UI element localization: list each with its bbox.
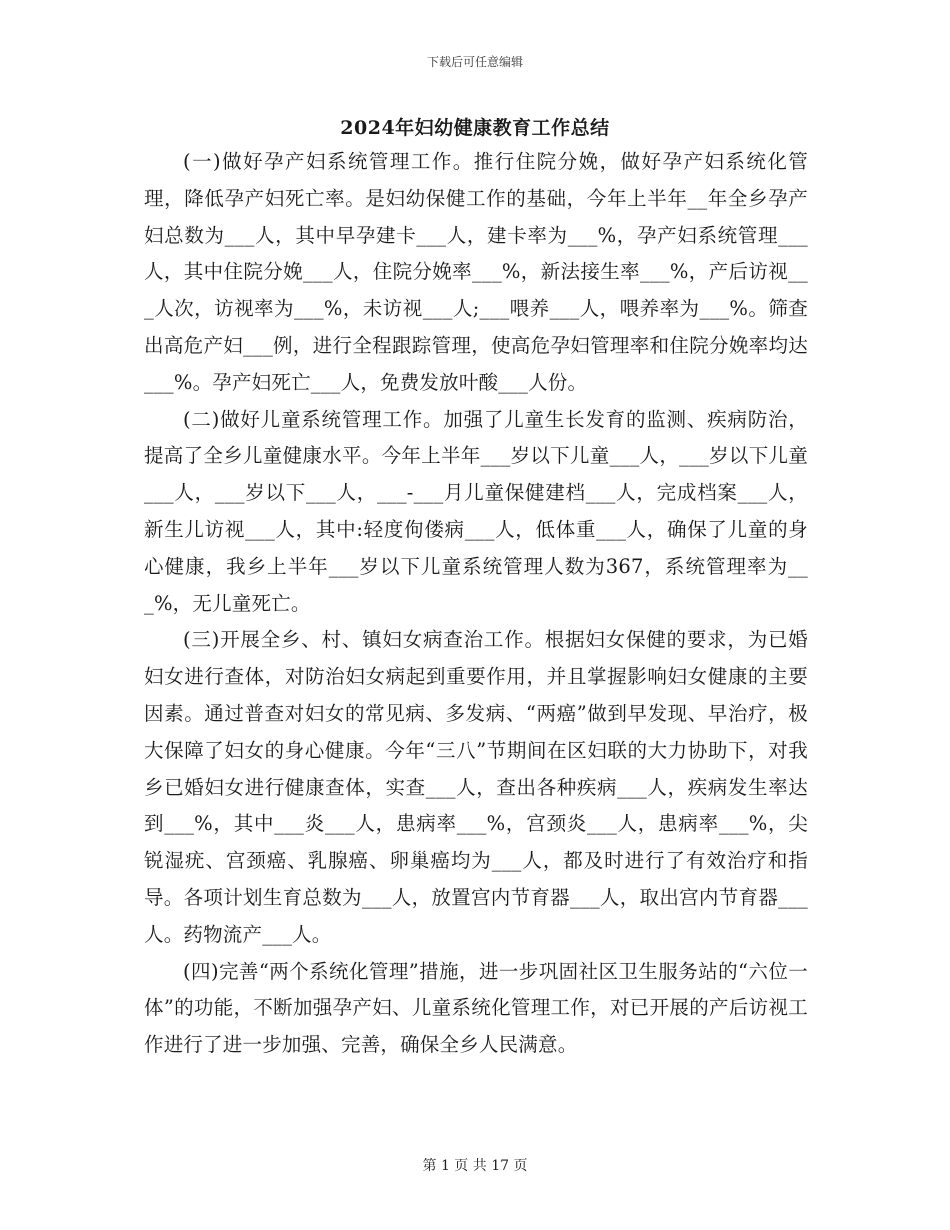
page-header-note: 下载后可任意编辑: [426, 55, 523, 69]
page-number-footer: 第 1 页 共 17 页: [422, 1158, 528, 1174]
document-title: 2024年妇幼健康教育工作总结: [340, 117, 610, 139]
paragraph-system-management-measures: (四)完善“两个系统化管理”措施，进一步巩固社区卫生服务站的“六位一体”的功能，不断加强孕产妇、儿童系统化管理工作，对已开展的产后访视工作进行了进一步加强、完善，确保全乡人民满意。: [144, 959, 808, 1057]
paragraph-maternal-management: (一)做好孕产妇系统管理工作。推行住院分娩，做好孕产妇系统化管理，降低孕产妇死亡率。是妇幼保健工作的基础，今年上半年__年全乡孕产妇总数为___人，其中早孕建卡___人，建卡率为___%，孕产妇系统管理___人，其中住院分娩___人，住院分娩率___%，新法接生率___%，产后访视___人次，访视率为___%，未访视___人;___喂养___人，喂养率为___%。筛查出高危产妇___例，进行全程跟踪管理，使高危孕妇管理率和住院分娩率均达___%。孕产妇死亡___人，免费发放叶酸___人份。: [144, 150, 808, 394]
paragraph-women-disease-screening: (三)开展全乡、村、镇妇女病查治工作。根据妇女保健的要求，为已婚妇女进行查体，对防治妇女病起到重要作用，并且掌握影响妇女健康的主要因素。通过普查对妇女的常见病、多发病、“两癌”做到早发现、早治疗，极大保障了妇女的身心健康。今年“三八”节期间在区妇联的大力协助下，对我乡已婚妇女进行健康查体，实查___人，查出各种疾病___人，疾病发生率达到___%，其中___炎___人，患病率___%，宫颈炎___人，患病率___%，尖锐湿疣、宫颈癌、乳腺癌、卵巢癌均为___人，都及时进行了有效治疗和指导。各项计划生育总数为___人，放置宫内节育器___人，取出宫内节育器___人。药物流产___人。: [144, 628, 808, 946]
document-body: [144, 144, 808, 1064]
paragraph-child-management: (二)做好儿童系统管理工作。加强了儿童生长发育的监测、疾病防治，提高了全乡儿童健康水平。今年上半年___岁以下儿童___人，___岁以下儿童___人，___岁以下___人，___-___月儿童保健建档___人，完成档案___人，新生儿访视___人，其中:轻度佝偻病___人，低体重___人，确保了儿童的身心健康，我乡上半年___岁以下儿童系统管理人数为367，系统管理率为___%，无儿童死亡。: [144, 407, 808, 615]
